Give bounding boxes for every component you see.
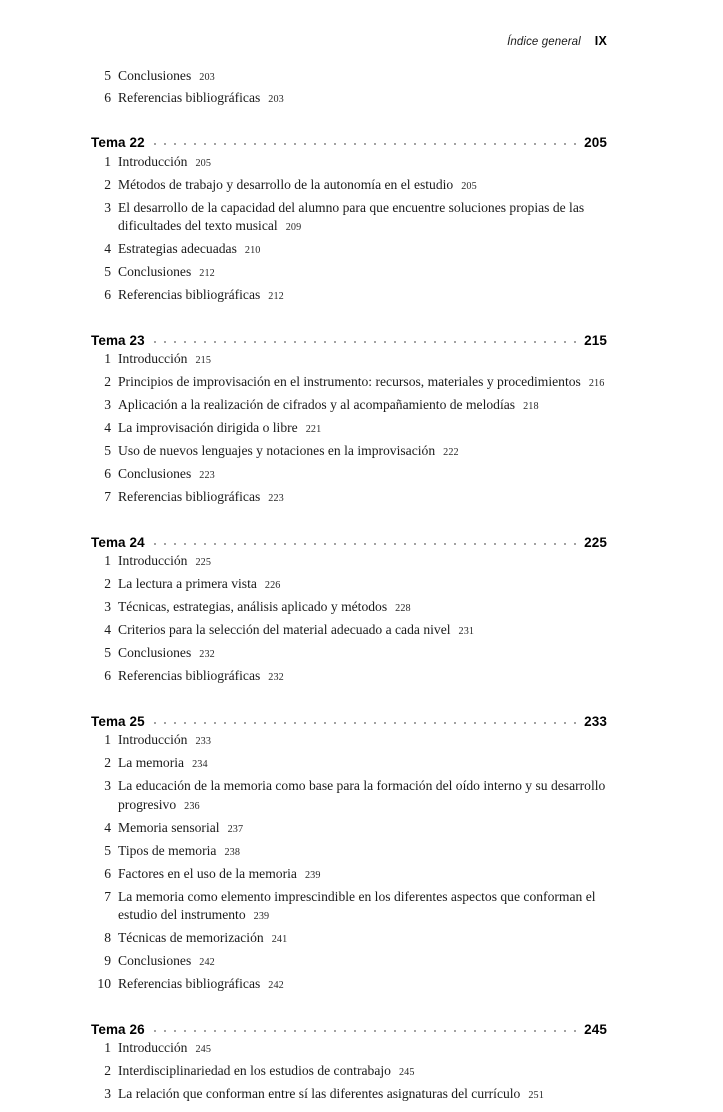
toc-entry-number: 4 [104, 819, 111, 835]
toc-entry-body [118, 865, 607, 886]
toc-entry[interactable] [91, 1039, 607, 1060]
toc-chapter-heading[interactable] [91, 333, 607, 348]
toc-entry-page-number: 245 [195, 1044, 212, 1055]
toc-entry-body [118, 350, 607, 371]
toc-entry[interactable] [91, 488, 607, 509]
toc-entry-page-number: 218 [523, 401, 539, 412]
toc-entry-body [118, 488, 607, 509]
continued-entries-group [91, 67, 607, 109]
toc-chapter-page-number: 205 [584, 135, 607, 150]
toc-entry[interactable] [91, 819, 607, 840]
toc-entry-number: 6 [104, 287, 111, 302]
toc-entry-page-number: 225 [195, 557, 212, 568]
toc-entry-number: 1 [104, 1040, 111, 1055]
toc-entry-page-number: 203 [199, 72, 215, 83]
toc-entry-page-number: 242 [268, 980, 284, 991]
toc-entry[interactable] [91, 1085, 607, 1106]
toc-entry[interactable] [91, 888, 607, 927]
toc-entry-body [118, 777, 607, 816]
toc-entry-page-number: 215 [195, 355, 212, 366]
toc-entry[interactable] [91, 199, 607, 238]
toc-entry-page-number: 251 [528, 1090, 544, 1101]
toc-entry[interactable] [91, 842, 607, 863]
toc-entry[interactable] [91, 621, 607, 642]
toc-entry-number: 1 [104, 732, 111, 747]
toc-entry[interactable] [91, 929, 607, 950]
page-folio: IX [594, 34, 607, 48]
toc-entry-number: 8 [104, 930, 111, 945]
toc-chapter-page-number: 245 [584, 1021, 607, 1037]
toc-entry-body [118, 621, 607, 642]
toc-entry-number: 5 [104, 264, 111, 279]
toc-entry[interactable] [91, 552, 607, 573]
toc-entry-number: 7 [104, 888, 111, 904]
toc-entry-body [118, 819, 607, 840]
toc-entry-body [118, 240, 607, 261]
toc-entry-number: 3 [104, 199, 111, 215]
toc-entry-body [118, 419, 607, 440]
toc-entry-title: Aplicación a la realización de cifrados y al acompañamiento de melodías [118, 397, 516, 412]
toc-chapter-title: Tema 24 [91, 534, 145, 550]
toc-entry[interactable] [91, 240, 607, 261]
toc-entry-number: 3 [104, 397, 111, 412]
toc-entry-body [118, 396, 607, 417]
toc-entry-body [118, 552, 607, 573]
toc-entry[interactable] [91, 286, 607, 307]
toc-entry-number: 6 [104, 466, 111, 481]
toc-entry-number: 6 [104, 668, 111, 683]
toc-entry-number: 4 [104, 241, 111, 256]
toc-entry-page-number: 223 [199, 470, 215, 481]
toc-entry[interactable] [91, 975, 607, 996]
toc-entry[interactable] [91, 952, 607, 973]
toc-entry-title: Conclusiones [118, 68, 192, 83]
toc-entry[interactable] [91, 598, 607, 619]
toc-entry-title: Interdisciplinariedad en los estudios de contrabajo [118, 1063, 391, 1078]
toc-entry-body [118, 1085, 607, 1106]
toc-entry-body [118, 176, 607, 197]
toc-entry-page-number: 228 [395, 603, 411, 614]
toc-entry-page-number: 233 [195, 736, 212, 747]
toc-entry-page-number: 232 [268, 672, 284, 683]
toc-entry-body [118, 67, 607, 88]
toc-entry-page-number: 221 [305, 424, 322, 435]
toc-entry-title: Referencias bibliográficas [118, 287, 261, 302]
toc-entry-page-number: 237 [227, 823, 244, 835]
toc-entry-number: 2 [104, 1063, 111, 1078]
toc-entry-number: 2 [104, 755, 111, 770]
toc-entry-body [118, 644, 607, 665]
toc-entry-title: El desarrollo de la capacidad del alumno para que encuentre soluciones propias de las dificultades del texto musical [118, 199, 585, 233]
toc-entry-body [118, 1039, 607, 1060]
toc-entry[interactable] [91, 89, 607, 110]
toc-entry-body [118, 286, 607, 307]
toc-entry[interactable] [91, 754, 607, 775]
toc-entry-body [118, 263, 607, 284]
toc-chapter-title: Tema 26 [91, 1021, 145, 1037]
toc-entry-page-number: 222 [443, 447, 459, 458]
toc-entry-page-number: 210 [244, 245, 261, 256]
toc-entry-title: La relación que conforman entre sí las diferentes asignaturas del currículo [118, 1086, 521, 1101]
toc-entry-page-number: 238 [224, 846, 241, 858]
toc-entry-title: Introducción [118, 553, 188, 568]
toc-entry-page-number: 231 [458, 626, 475, 637]
toc-entry-body [118, 575, 607, 596]
toc-entry-number: 2 [104, 576, 111, 591]
toc-entry-page-number: 232 [199, 649, 215, 660]
toc-entry-title: Tipos de memoria [118, 842, 217, 858]
toc-entry-body [118, 754, 607, 775]
toc-entry-title: La educación de la memoria como base para la formación del oído interno y su desarrollo progresivo [118, 778, 606, 812]
leader-dots [154, 543, 577, 545]
toc-entry-number: 5 [104, 68, 111, 83]
toc-entry-title: Memoria sensorial [118, 819, 220, 835]
toc-entry[interactable] [91, 263, 607, 284]
toc-entry-body [118, 929, 607, 950]
toc-entry-page-number: 212 [199, 268, 215, 279]
toc-chapter [91, 333, 607, 509]
toc-entry-title: Factores en el uso de la memoria [118, 865, 297, 881]
toc-entry-title: Uso de nuevos lenguajes y notaciones en la improvisación [118, 443, 436, 458]
toc-entry[interactable] [91, 153, 607, 174]
toc-entry-title: Conclusiones [118, 466, 192, 481]
toc-entry-page-number: 234 [192, 759, 208, 770]
toc-entry-title: Conclusiones [118, 953, 192, 968]
leader-dots [154, 341, 577, 343]
toc-entry-body [118, 373, 607, 394]
toc-chapter-heading[interactable] [91, 135, 607, 150]
toc-entry-title: La memoria como elemento imprescindible en los diferentes aspectos que conforman el estudio del instrumento [118, 888, 596, 922]
toc-entry-title: Referencias bibliográficas [118, 668, 261, 683]
toc-entry-body [118, 199, 607, 238]
toc-entry-title: Referencias bibliográficas [118, 489, 261, 504]
toc-entry-number: 9 [104, 953, 111, 968]
toc-entry-number: 6 [104, 865, 111, 881]
toc-entry-page-number: 209 [285, 222, 302, 233]
toc-entry-title: La memoria [118, 755, 185, 770]
toc-entry[interactable] [91, 777, 607, 816]
toc-entry[interactable] [91, 396, 607, 417]
toc-chapter-heading[interactable] [91, 714, 607, 729]
toc-chapter-page-number: 215 [584, 332, 607, 348]
toc-entry-body [118, 89, 607, 110]
toc-entry-body [118, 153, 607, 174]
toc-entry-page-number: 236 [184, 800, 200, 812]
toc-entry-title: La improvisación dirigida o libre [118, 420, 298, 435]
toc-entry-title: Introducción [118, 153, 188, 169]
toc-entry-page-number: 223 [268, 493, 284, 504]
toc-entry-title: Técnicas de memorización [118, 930, 264, 945]
running-header [91, 32, 607, 50]
toc-entry-body [118, 731, 607, 752]
toc-chapter-title: Tema 25 [91, 713, 145, 729]
toc-entry[interactable] [91, 67, 607, 88]
toc-entry-title: Principios de improvisación en el instrumento: recursos, materiales y procedimientos [118, 374, 581, 389]
toc-entry-number: 3 [104, 599, 111, 614]
toc-entry-page-number: 205 [195, 157, 212, 169]
toc-entry-body [118, 598, 607, 619]
toc-entry-title: Introducción [118, 1040, 188, 1055]
toc-entry-title: Referencias bibliográficas [118, 976, 261, 991]
chapter-list [91, 135, 607, 1106]
toc-entry[interactable] [91, 442, 607, 463]
toc-entry-number: 1 [104, 553, 111, 568]
toc-chapter [91, 714, 607, 996]
toc-entry-title: Referencias bibliográficas [118, 89, 261, 105]
toc-entry-title: La lectura a primera vista [118, 576, 257, 591]
toc-chapter-title: Tema 23 [91, 332, 145, 348]
toc-entry-body [118, 842, 607, 863]
toc-entry-number: 1 [104, 351, 111, 366]
running-header-title: Índice general [507, 36, 581, 48]
toc-entry-title: Introducción [118, 351, 188, 366]
toc-entry-body [118, 888, 607, 927]
toc-entry-number: 5 [104, 443, 111, 458]
toc-entry[interactable] [91, 731, 607, 752]
toc-entry-page-number: 226 [264, 580, 281, 591]
toc-entry-body [118, 667, 607, 688]
toc-entry-number: 7 [104, 489, 111, 504]
toc-chapter-heading[interactable] [91, 535, 607, 550]
toc-entry-title: Conclusiones [118, 645, 192, 660]
toc-entry[interactable] [91, 176, 607, 197]
toc-entry-number: 10 [97, 976, 111, 991]
toc-entry-title: Estrategias adecuadas [118, 241, 237, 256]
toc-entry-body [118, 1062, 607, 1083]
toc-content [91, 66, 607, 1112]
toc-entry[interactable] [91, 865, 607, 886]
toc-entry-number: 2 [104, 374, 111, 389]
toc-entry-number: 2 [104, 176, 111, 192]
toc-entry[interactable] [91, 667, 607, 688]
toc-entry-page-number: 203 [268, 93, 284, 105]
toc-entry[interactable] [91, 575, 607, 596]
toc-entry-number: 4 [104, 420, 111, 435]
toc-chapter [91, 535, 607, 688]
toc-entry[interactable] [91, 1062, 607, 1083]
toc-entry-body [118, 952, 607, 973]
toc-entry-number: 3 [104, 778, 111, 793]
leader-dots [154, 722, 577, 724]
leader-dots [154, 1030, 577, 1032]
toc-entry-number: 6 [104, 89, 111, 105]
toc-entry-title: Criterios para la selección del material adecuado a cada nivel [118, 622, 451, 637]
toc-entry-number: 5 [104, 842, 111, 858]
toc-entry[interactable] [91, 373, 607, 394]
toc-entry[interactable] [91, 350, 607, 371]
toc-chapter-page-number: 233 [584, 713, 607, 729]
toc-entry-title: Técnicas, estrategias, análisis aplicado y métodos [118, 599, 388, 614]
toc-chapter [91, 1022, 607, 1106]
toc-entry-title: Conclusiones [118, 264, 192, 279]
toc-entry-title: Introducción [118, 732, 188, 747]
toc-chapter-title: Tema 22 [91, 135, 145, 150]
toc-entry-page-number: 239 [304, 869, 321, 881]
toc-entry[interactable] [91, 465, 607, 486]
toc-entry-body [118, 465, 607, 486]
toc-entry-number: 5 [104, 645, 111, 660]
leader-dots [154, 143, 577, 145]
toc-chapter [91, 135, 607, 307]
toc-entry-number: 4 [104, 622, 111, 637]
toc-entry-number: 3 [104, 1086, 111, 1101]
toc-entry-page-number: 239 [253, 911, 270, 922]
toc-entry-page-number: 241 [271, 934, 288, 945]
toc-entry[interactable] [91, 644, 607, 665]
toc-entry-number: 1 [104, 153, 111, 169]
toc-entry-body [118, 442, 607, 463]
toc-entry-body [118, 975, 607, 996]
toc-entry-page-number: 242 [199, 957, 215, 968]
toc-chapter-page-number: 225 [584, 534, 607, 550]
toc-entry-page-number: 205 [461, 180, 477, 192]
toc-entry-page-number: 245 [398, 1067, 415, 1078]
toc-entry-page-number: 212 [268, 291, 284, 302]
toc-entry-page-number: 216 [588, 378, 605, 389]
toc-entry-title: Métodos de trabajo y desarrollo de la autonomía en el estudio [118, 176, 454, 192]
toc-entry[interactable] [91, 419, 607, 440]
